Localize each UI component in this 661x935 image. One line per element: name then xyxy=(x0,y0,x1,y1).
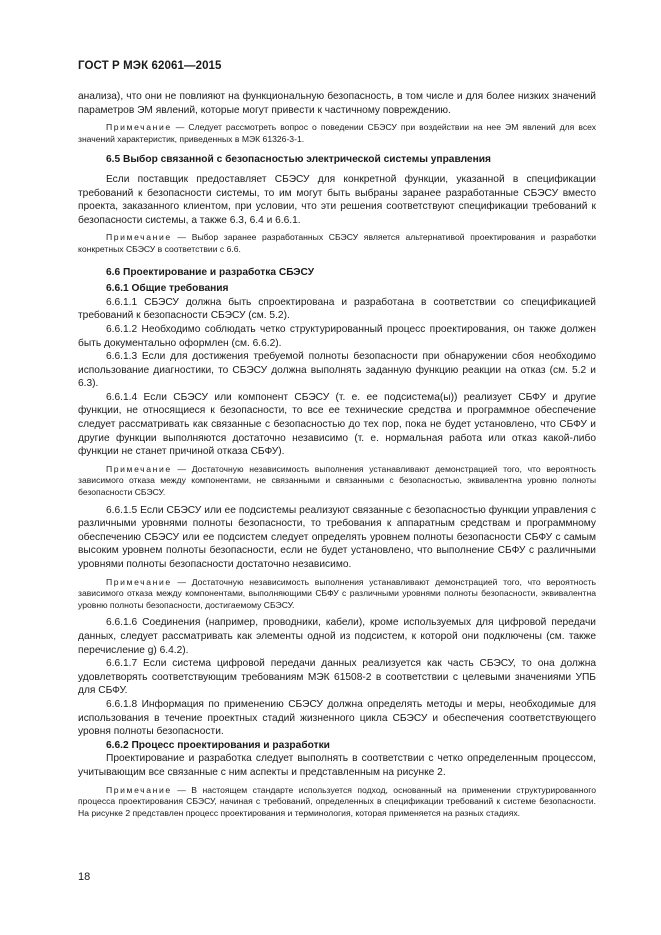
section-heading-6-5: 6.5 Выбор связанной с безопасностью электрической системы управления xyxy=(106,154,491,166)
document-body xyxy=(78,90,596,824)
note-keyword: Примечание xyxy=(106,784,172,795)
note xyxy=(78,785,596,820)
subsection-heading-6-6-1: 6.6.1 Общие требования xyxy=(106,283,229,295)
paragraph: анализа), что они не повлияют на функциональную безопасность, в том числе и для более низких значений параметров ЭМ явлений, которые могут привести к частичному повреждению. xyxy=(78,91,596,116)
note-keyword: Примечание xyxy=(106,232,172,243)
clause-6-6-1-3: 6.6.1.3 Если для достижения требуемой полноты безопасности при обнаружении сбоя необходимо использование диагностики, то СБЭСУ должна выполнять заданную функцию реакции на отказ (см. 5.2 и 6.3). xyxy=(78,351,596,390)
paragraph: Если поставщик предоставляет СБЭСУ для конкретной функции, указанной в спецификации требований к безопасности системы, то им могут быть выбраны заранее разработанные СБЭСУ вместо проекта, заказанного клиентом, при условии, что эти решения соответствуют спецификации требований к безопасности системы, а также 6.3, 6.4 и 6.6.1. xyxy=(78,173,596,226)
paragraph: Проектирование и разработка следует выполнять в соответствии с четко определенным процессом, учитывающим все связанные с ним аспекты и представленным на рисунке 2. xyxy=(78,753,596,778)
clause-6-6-1-2: 6.6.1.2 Необходимо соблюдать четко структурированный процесс проектирования, он также должен быть документально оформлен (см. 6.6.2). xyxy=(78,323,596,349)
note xyxy=(78,232,596,255)
subsection-heading-6-6-2: 6.6.2 Процесс проектирования и разработки xyxy=(106,739,330,751)
clause-6-6-1-8: 6.6.1.8 Информация по применению СБЭСУ должна определять методы и меры, необходимые для использования в течение проектных стадий жизненного цикла СБЭСУ и обеспечения соответствующего уровня полноты безопасности. xyxy=(78,698,596,738)
note-text: — В настоящем стандарте используется подход, основанный на применении структурированного процесса проектирования СБЭСУ, начиная с требований, определенных в спецификации требований к системе безопасности. На рисунке 2 представлен процесс проектирования и терминология, которая применяется на разных стадиях. xyxy=(78,784,596,818)
clause-6-6-1-1: 6.6.1.1 СБЭСУ должна быть спроектирована и разработана в соответствии со спецификацией требований к безопасности СБЭСУ (см. 5.2). xyxy=(78,296,596,322)
page-number: 18 xyxy=(78,871,91,883)
clause-6-6-1-7: 6.6.1.7 Если система цифровой передачи данных реализуется как часть СБЭСУ, то она должна удовлетворять соответствующим требованиям МЭК 61508-2 в соответствии с целевыми значениями УПБ для СБФУ. xyxy=(78,658,596,697)
clause-6-6-1-6: 6.6.1.6 Соединения (например, проводники, кабели), кроме используемых для цифровой передачи данных, следует рассматривать как элементы одной из подсистем, к которой они подключены (см. также перечисление g) 6.4.2). xyxy=(78,617,596,656)
section-heading-6-6: 6.6 Проектирование и разработка СБЭСУ xyxy=(106,266,315,278)
note xyxy=(78,122,596,145)
note-keyword: Примечание xyxy=(106,463,172,474)
note-text: — Достаточную независимость выполнения устанавливают демонстрацией того, что вероятность зависимого отказа между компонентами, не связанными и связанными с безопасностью, эквивалентна уровню полноты безопасности СБЭСУ. xyxy=(78,463,596,498)
note-text: — Достаточную независимость выполнения устанавливают демонстрацией того, что вероятность зависимого отказа между компонентами, выполняющими СБФУ с различными уровнями полноты безопасности, эквивалентна уровню полноты безопасности, достигаемому СБЭСУ. xyxy=(78,576,596,610)
note-text: — Следует рассмотреть вопрос о поведении СБЭСУ при воздействии на нее ЭМ явлений для всех значений характеристик, приведенных в МЭК 61326-3-1. xyxy=(78,122,596,144)
note xyxy=(78,577,596,612)
clause-6-6-1-4: 6.6.1.4 Если СБЭСУ или компонент СБЭСУ (т. е. ее подсистема(ы)) реализует СБФУ и другие функции, не относящиеся к безопасности, то все ее технические средства и программное обеспечение следует рассматривать как связанные с безопасностью до тех пор, пока не будет установлено, что СБФУ и другие функции выполняются достаточно независимо (т. е. нормальная работа или отказ какой-либо функции не станет причиной отказа СБФУ). xyxy=(78,391,596,458)
note-keyword: Примечание xyxy=(106,576,172,587)
note-keyword: Примечание xyxy=(106,122,172,133)
standard-header: ГОСТ Р МЭК 62061—2015 xyxy=(78,60,222,72)
clause-6-6-1-5: 6.6.1.5 Если СБЭСУ или ее подсистемы реализуют связанные с безопасностью функции управления с различными уровнями полноты безопасности, то требования к аппаратным средствам и программному обеспечению СБЭСУ или ее подсистем следует определять уровнем полноты безопасности СБФУ с самым высоким уровнем полноты безопасности, если не будет установлено, что выполнение СБФУ с различными уровнями полноты безопасности достаточно независимо. xyxy=(78,504,596,570)
note-text: — Выбор заранее разработанных СБЭСУ является альтернативой проектирования и разработки конкретных СБЭСУ в соответствии с 6.6. xyxy=(78,232,596,254)
note xyxy=(78,464,596,499)
